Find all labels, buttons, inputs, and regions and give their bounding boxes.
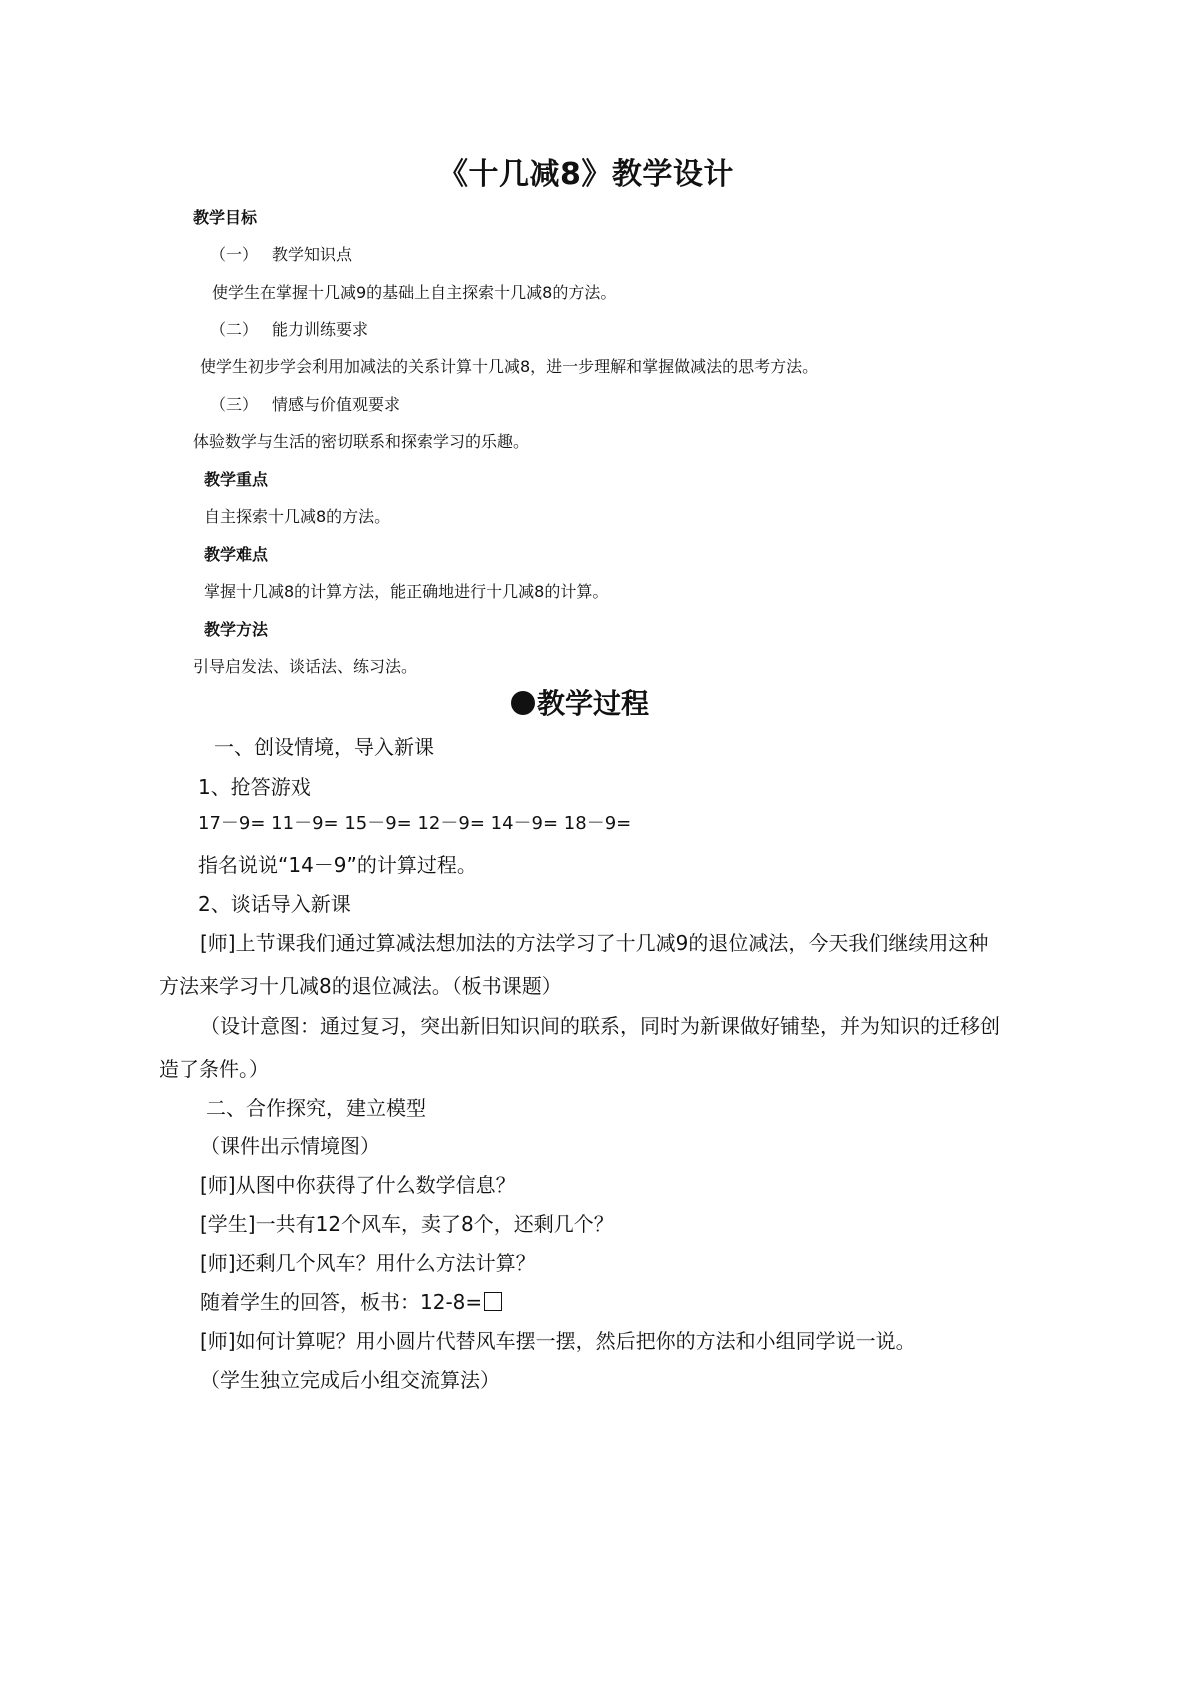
part1-teacher-line2: 方法来学习十几减8的退位减法。（板书课题） bbox=[159, 974, 562, 998]
part2-board-text: 随着学生的回答，板书：12-8= bbox=[200, 1290, 483, 1314]
objective-2-text: 使学生初步学会利用加减法的关系计算十几减8，进一步理解和掌握做减法的思考方法。 bbox=[200, 357, 819, 376]
part2-courseware: （课件出示情境图） bbox=[200, 1134, 380, 1158]
part2-question-3: [师]如何计算呢？用小圆片代替风车摆一摆，然后把你的方法和小组同学说一说。 bbox=[200, 1329, 916, 1353]
part1-exercises: 17－9= 11－9= 15－9= 12－9= 14－9= 18－9= bbox=[198, 813, 632, 834]
bullet-icon bbox=[511, 691, 535, 715]
part1-teacher-line1: [师]上节课我们通过算减法想加法的方法学习了十几减9的退位减法，今天我们继续用这种 bbox=[200, 931, 989, 955]
method-heading: 教学方法 bbox=[204, 620, 269, 639]
objective-1-label: 教学知识点 bbox=[272, 245, 353, 264]
process-heading-text: 教学过程 bbox=[537, 687, 650, 720]
page-title: 《十几减8》教学设计 bbox=[438, 157, 734, 192]
objective-1-number: （一） bbox=[210, 245, 259, 264]
objective-3-number: （三） bbox=[210, 395, 259, 414]
objective-3-label: 情感与价值观要求 bbox=[272, 395, 401, 414]
objective-2-label: 能力训练要求 bbox=[272, 320, 369, 339]
objective-2-heading bbox=[210, 322, 368, 338]
difficulty-text: 掌握十几减8的计算方法，能正确地进行十几减8的计算。 bbox=[204, 582, 609, 601]
part1-ask: 指名说说“14－9”的计算过程。 bbox=[198, 853, 477, 877]
part1-step2: 2、谈话导入新课 bbox=[198, 892, 351, 916]
part2-question-2: [师]还剩几个风车？用什么方法计算？ bbox=[200, 1251, 536, 1275]
part2-question-1: [师]从图中你获得了什么数学信息？ bbox=[200, 1173, 516, 1197]
objectives-heading: 教学目标 bbox=[193, 208, 258, 227]
part2-board bbox=[200, 1292, 502, 1312]
part1-intent-line2: 造了条件。） bbox=[159, 1057, 269, 1081]
part1-step1: 1、抢答游戏 bbox=[198, 775, 311, 799]
part1-title: 一、创设情境，导入新课 bbox=[214, 735, 434, 759]
part2-answer-1: [学生]一共有12个风车，卖了8个，还剩几个？ bbox=[200, 1212, 614, 1236]
key-point-text: 自主探索十几减8的方法。 bbox=[204, 507, 391, 526]
part2-title: 二、合作探究，建立模型 bbox=[206, 1096, 426, 1120]
answer-box bbox=[484, 1292, 502, 1311]
objective-1-heading bbox=[210, 247, 352, 263]
method-text: 引导启发法、谈话法、练习法。 bbox=[193, 657, 418, 676]
part2-note: （学生独立完成后小组交流算法） bbox=[200, 1368, 500, 1392]
objective-3-heading bbox=[210, 397, 400, 413]
objective-3-text: 体验数学与生活的密切联系和探索学习的乐趣。 bbox=[193, 432, 530, 451]
objective-1-text: 使学生在掌握十几减9的基础上自主探索十几减8的方法。 bbox=[212, 283, 617, 302]
objective-2-number: （二） bbox=[210, 320, 259, 339]
key-point-heading: 教学重点 bbox=[204, 470, 269, 489]
difficulty-heading: 教学难点 bbox=[204, 545, 269, 564]
process-heading bbox=[511, 687, 650, 720]
part1-intent-line1: （设计意图：通过复习，突出新旧知识间的联系，同时为新课做好铺垫，并为知识的迁移创 bbox=[200, 1014, 1000, 1038]
